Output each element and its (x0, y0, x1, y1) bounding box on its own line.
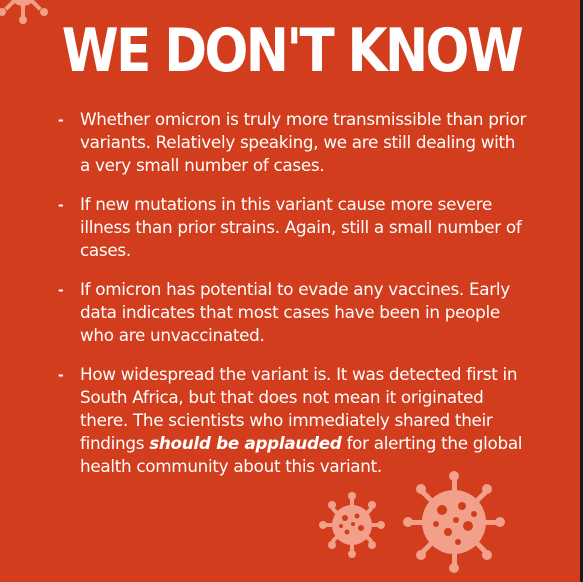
bullet-dash: - (58, 195, 64, 214)
list-item (58, 108, 528, 177)
list-item (58, 363, 528, 478)
bullet-dash: - (58, 365, 64, 384)
unknowns-list (58, 108, 528, 494)
page-title: WE DON'T KNOW (61, 16, 522, 86)
list-item (58, 278, 528, 347)
list-item-text: If omicron has potential to evade any vaccines. Early data indicates that most cases have been in people who are unvaccinated. (80, 279, 510, 345)
list-item-text-end: for alerting the global health community about this variant. (80, 433, 523, 476)
virus-icon-bottom-large (402, 470, 506, 574)
list-item-text: Whether omicron is truly more transmissible than prior variants. Relatively speaking, we are still dealing with a very small number of cases. (80, 109, 527, 175)
list-item-text-start: How widespread the variant is. It was detected first in South Africa, but that does not mean it originated there. The scientists who immediately shared their findings (80, 364, 518, 453)
virus-icon-bottom-small (317, 490, 387, 560)
list-item-text: If new mutations in this variant cause more severe illness than prior strains. Again, still a small number of cases. (80, 194, 522, 260)
emphasized-text: should be applauded (149, 433, 342, 453)
bullet-dash: - (58, 280, 64, 299)
list-item-text (80, 363, 528, 478)
bullet-dash: - (58, 110, 64, 129)
list-item (58, 193, 528, 262)
